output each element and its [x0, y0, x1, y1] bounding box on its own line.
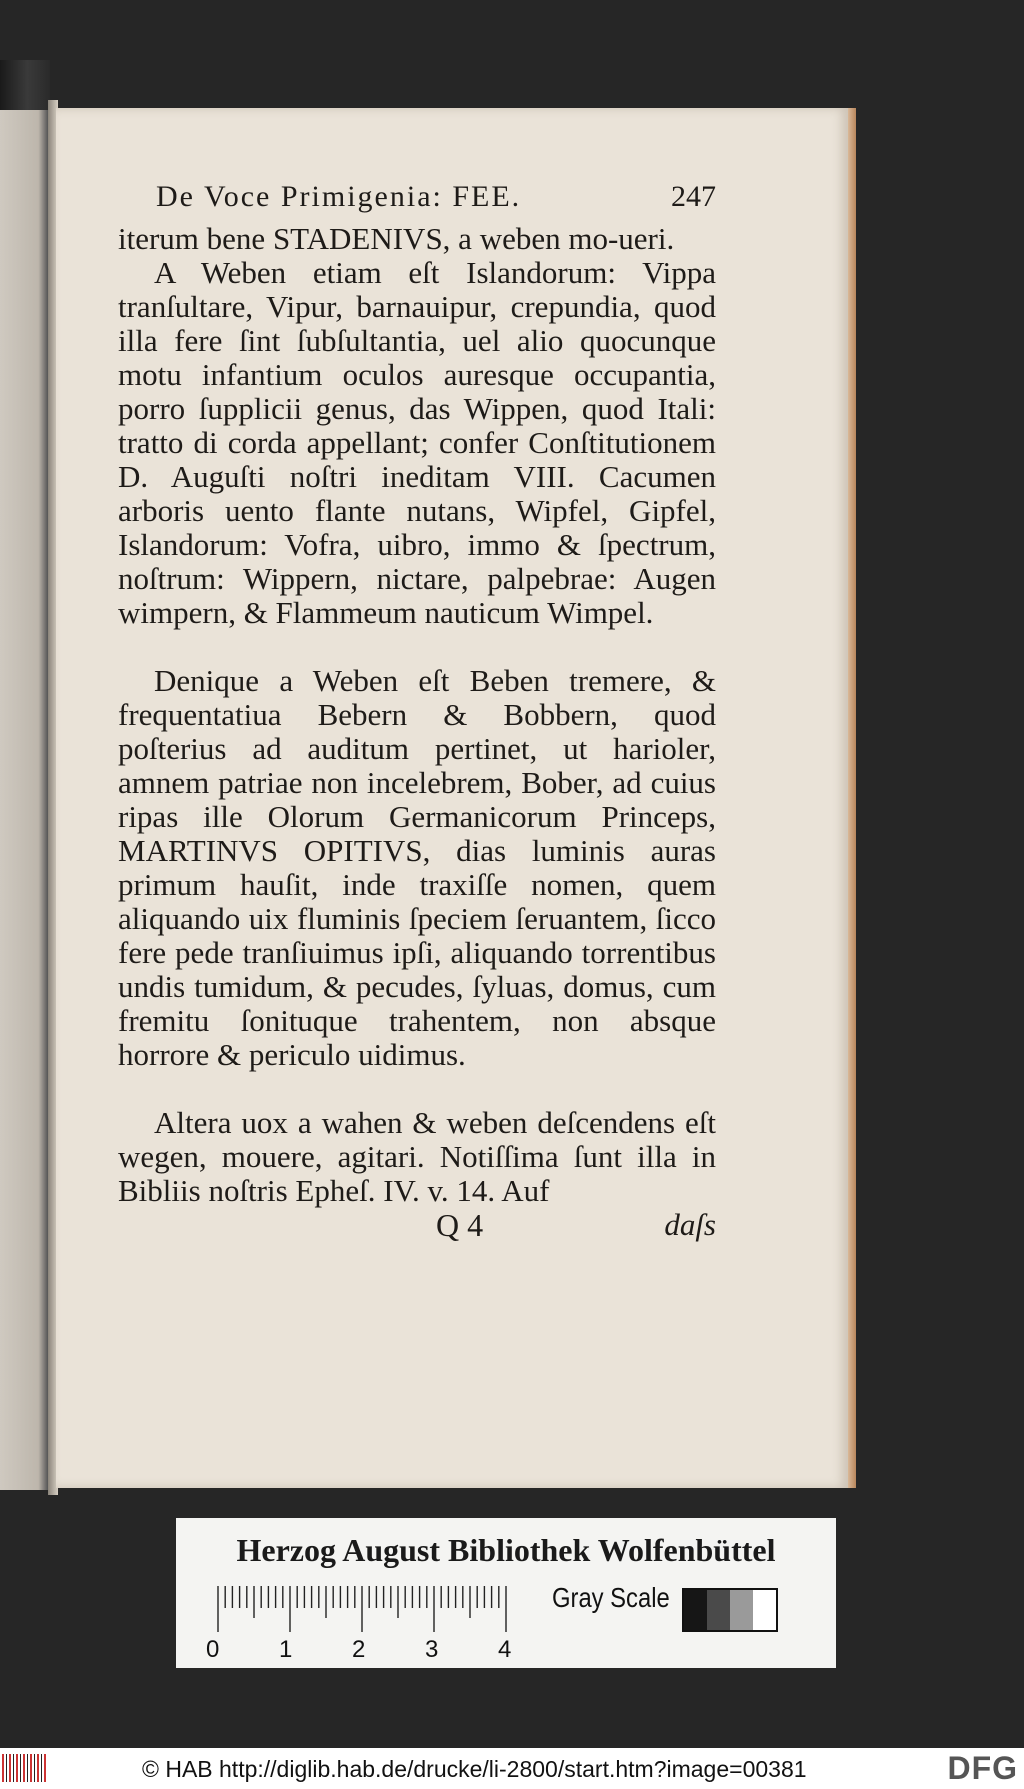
color-calibration-card	[176, 1518, 836, 1668]
paragraph: Altera uox a wahen & weben deſcendens eſt wegen, mouere, agitari. Notiſſima ſunt illa in Bibliis noſtris Epheſ. IV. v. 14. Auf	[118, 1105, 716, 1208]
library-name: Herzog August Bibliothek Wolfenbüttel	[236, 1532, 776, 1568]
paragraph: iterum bene STADENIVS, a weben mo-ueri.	[118, 221, 675, 256]
gray-patch	[730, 1590, 753, 1630]
paragraph: Denique a Weben eſt Beben tremere, & frequentatiua Bebern & Bobbern, quod poſterius ad auditum pertinet, ut harioler, amnem patriae non incelebrem, Bober, ad cuius ripas ille Olorum Germanicorum Princeps, MARTINVS OPITIVS, dias luminis auras primum hauſit, inde traxiſſe nomen, quem aliquando uix fluminis ſpeciem ſeruantem, ſicco fere pede tranſiuimus ipſi, aliquando torrentibus undis tumidum, & pecudes, ſyluas, domus, cum fremitu ſonituque trahentem, non absque horrore & periculo uidimus.	[118, 663, 716, 1072]
source-url[interactable]: © HAB http://diglib.hab.de/drucke/li-2800/start.htm?image=00381	[142, 1756, 807, 1782]
running-header	[156, 180, 716, 214]
gray-patch	[753, 1590, 776, 1630]
ruler-label: 4	[498, 1636, 512, 1663]
dfg-logo: DFG	[947, 1750, 1018, 1786]
ruler-label: 0	[206, 1636, 220, 1663]
signature-mark: Q 4	[436, 1207, 484, 1243]
page-text	[118, 180, 716, 1242]
paragraph: A Weben etiam eſt Islandorum: Vippa tranſultare, Vipur, barnauipur, crepundia, quod illa fere ſint ſubſultantia, uel alio quocunque motu infantium oculos auresque occupantia, porro ſupplicii genus, das Wippen, quod Itali: tratto di corda appellant; confer Conſtitutionem D. Auguſti noſtri ineditam VIII. Cacumen arboris uento flante nutans, Wipfel, Gipfel, Islandorum: Vofra, uibro, immo & ſpectrum, noſtrum: Wippern, nictare, palpebrae: Augen wimpern, & Flammeum nauticum Wimpel.	[118, 255, 716, 630]
gray-patch	[707, 1590, 730, 1630]
ruler-labels	[206, 1636, 526, 1666]
gray-patch	[684, 1590, 707, 1630]
page-fore-edge	[848, 108, 856, 1488]
left-page-edge	[0, 110, 48, 1490]
running-title: De Voce Primigenia: FEE.	[156, 180, 522, 213]
ruler-scale	[216, 1584, 508, 1634]
page-number: 247	[671, 180, 716, 213]
ruler-label: 1	[279, 1636, 293, 1663]
ruler-label: 2	[352, 1636, 366, 1663]
gray-scale-label: Gray Scale	[552, 1582, 670, 1613]
barcode-icon	[2, 1754, 48, 1782]
catchword: daſs	[664, 1207, 716, 1242]
signature-line	[118, 1208, 716, 1242]
gray-scale-patches	[682, 1588, 778, 1632]
footer-bar	[0, 1748, 1024, 1789]
ruler-label: 3	[425, 1636, 439, 1663]
